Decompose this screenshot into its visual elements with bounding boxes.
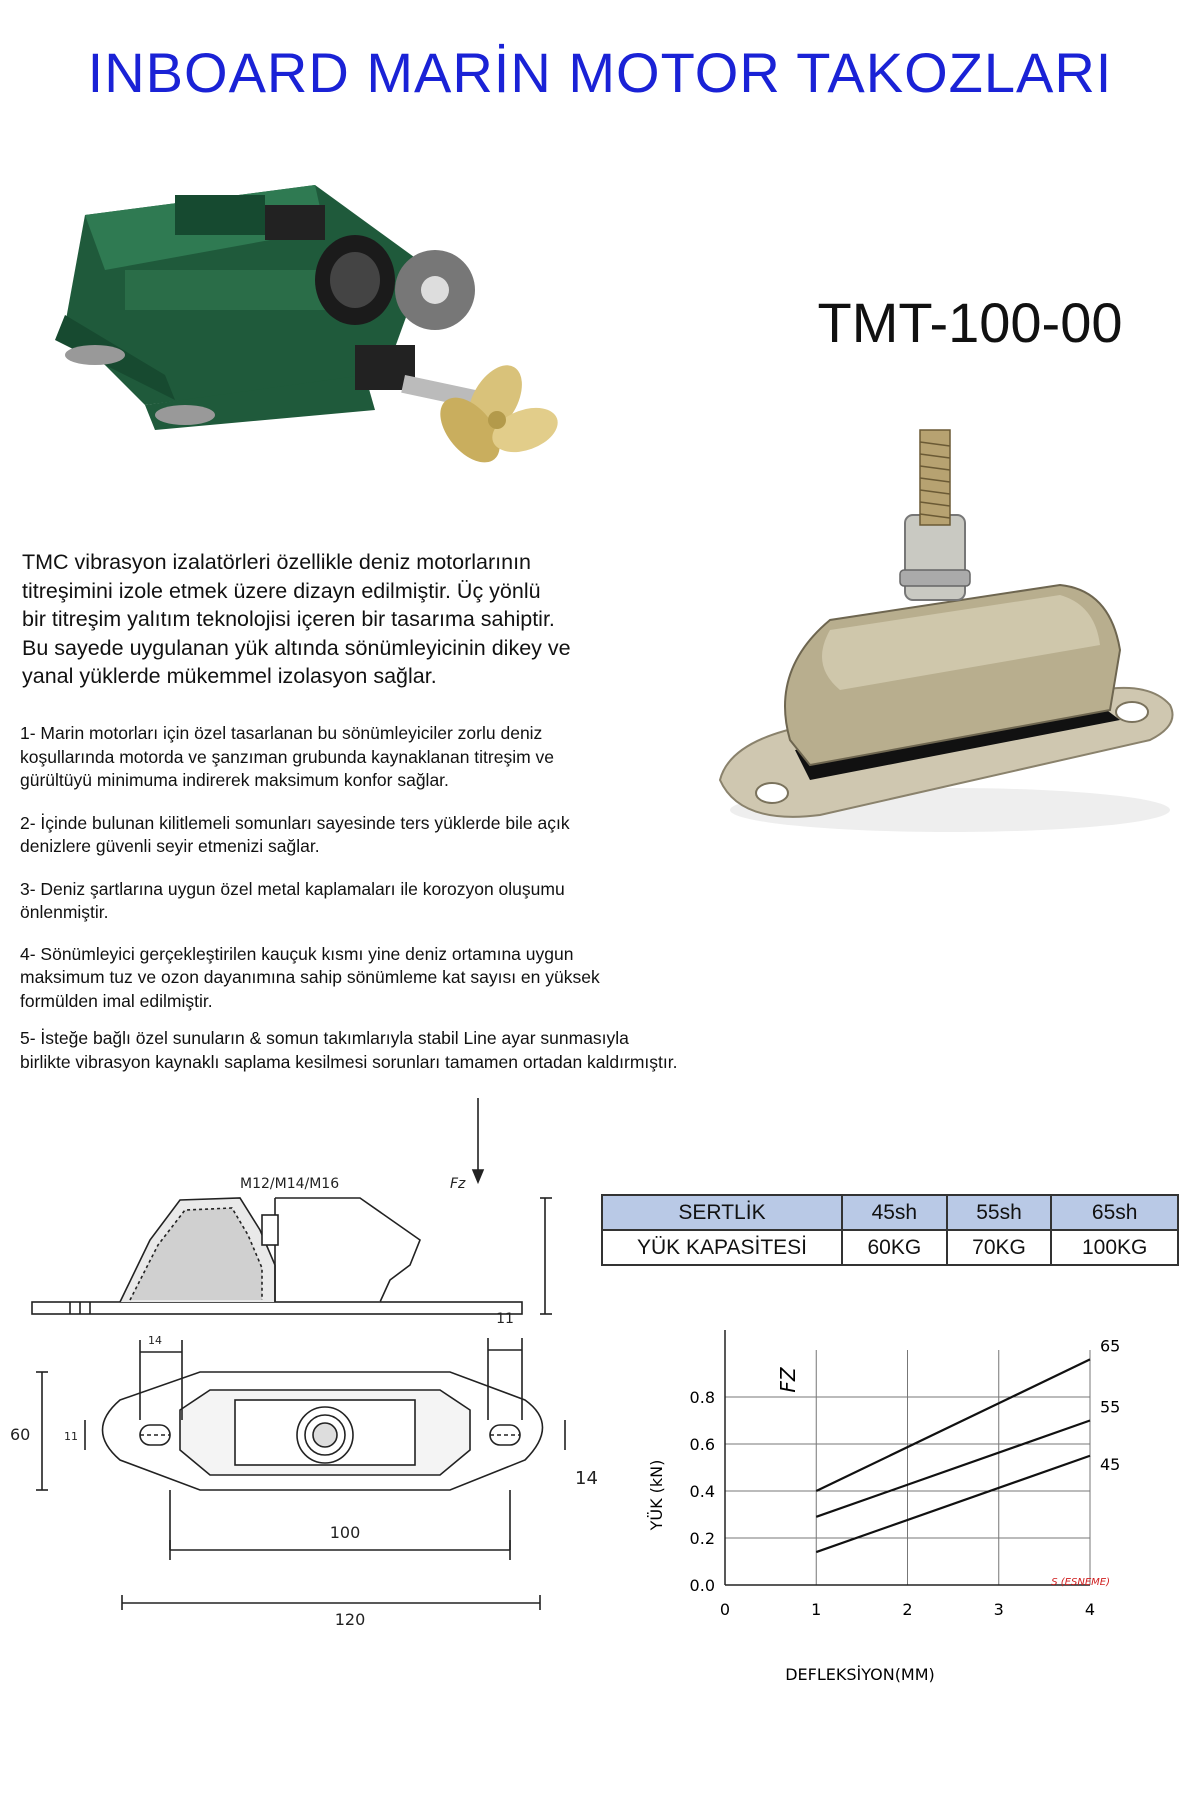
table-row bbox=[602, 1195, 1178, 1230]
series-line-55 bbox=[816, 1421, 1090, 1517]
thread-label: M12/M14/M16 bbox=[240, 1176, 340, 1192]
x-tick-label: 2 bbox=[902, 1600, 913, 1619]
feature-item: 5- İsteğe bağlı özel sunuların & somun takımlarıyla stabil Line ayar sunmasıyla birlikte vibrasyon kaynaklı saplama kesilmesi sorunları tamamen ortadan kaldırmıştır. bbox=[20, 1028, 678, 1072]
chart-xlabel: DEFLEKSİYON(MM) bbox=[785, 1665, 935, 1684]
chart-ylabel: YÜK (kN) bbox=[647, 1459, 666, 1531]
x-tick-label: 4 bbox=[1084, 1600, 1096, 1619]
dim-label: 60 bbox=[10, 1425, 31, 1444]
dim-label: 11 bbox=[496, 1311, 514, 1327]
dim-label: 120 bbox=[334, 1610, 366, 1629]
top-view bbox=[36, 1338, 565, 1610]
y-tick-label: 0.6 bbox=[689, 1435, 715, 1454]
feature-item: 2- İçinde bulunan kilitlemeli somunları sayesinde ters yüklerde bile açık denizlere güvenli seyir etmenizi sağlar. bbox=[20, 812, 570, 856]
table-cell: SERTLİK bbox=[602, 1195, 842, 1230]
y-tick-label: 0.0 bbox=[689, 1576, 715, 1595]
propeller-icon bbox=[429, 356, 564, 473]
feature-list bbox=[20, 722, 800, 1093]
intro-line: TMC vibrasyon izalatörleri özellikle deniz motorlarının bbox=[22, 550, 532, 574]
feature-item: 1- Marin motorları için özel tasarlanan bu sönümleyiciler zorlu deniz koşullarında motorda ve şanzıman grubunda kaynaklanan titreşim ve gürültüyü minimuma indirerek maksimum konfor sağlar. bbox=[20, 723, 555, 790]
technical-drawing bbox=[0, 1090, 620, 1710]
intro-line: yanal yüklerde mükemmel izolasyon sağlar. bbox=[22, 664, 437, 688]
table-cell: 65sh bbox=[1051, 1195, 1178, 1230]
dim-label: 11 bbox=[64, 1430, 78, 1443]
model-number: TMT-100-00 bbox=[817, 291, 1123, 354]
chart-series bbox=[816, 1359, 1090, 1552]
table-cell: 100KG bbox=[1051, 1230, 1178, 1265]
feature-item: 3- Deniz şartlarına uygun özel metal kaplamaları ile korozyon oluşumu önlenmiştir. bbox=[20, 878, 565, 922]
series-label: 45 bbox=[1100, 1454, 1121, 1474]
chart-axis-title: FZ bbox=[776, 1367, 800, 1393]
engine-image bbox=[25, 175, 585, 495]
intro-text bbox=[22, 548, 662, 691]
force-label: Fz bbox=[450, 1176, 466, 1192]
table-cell: 55sh bbox=[947, 1195, 1052, 1230]
mount-hole-right bbox=[1116, 702, 1148, 722]
y-tick-label: 0.4 bbox=[689, 1482, 715, 1501]
series-label: 65 bbox=[1100, 1336, 1121, 1356]
y-tick-label: 0.2 bbox=[689, 1529, 715, 1548]
side-view bbox=[32, 1198, 552, 1314]
engine-body bbox=[55, 185, 493, 430]
series-label: 55 bbox=[1100, 1397, 1121, 1417]
load-chart bbox=[640, 1320, 1180, 1700]
table-cell: 60KG bbox=[842, 1230, 947, 1265]
dim-label: 14 bbox=[575, 1468, 598, 1489]
table-cell: 45sh bbox=[842, 1195, 947, 1230]
spec-table bbox=[601, 1194, 1179, 1266]
x-tick-label: 3 bbox=[993, 1600, 1004, 1619]
hex-nut bbox=[905, 515, 965, 600]
x-tick-label: 1 bbox=[811, 1600, 822, 1619]
dim-label: 100 bbox=[329, 1523, 361, 1542]
table-cell: 70KG bbox=[947, 1230, 1052, 1265]
table-cell: YÜK KAPASİTESİ bbox=[602, 1230, 842, 1265]
chart-annotation: S (ESNEME) bbox=[1051, 1577, 1110, 1588]
y-tick-label: 0.8 bbox=[689, 1388, 715, 1407]
page-title: INBOARD MARİN MOTOR TAKOZLARI bbox=[87, 41, 1113, 104]
feature-item: 4- Sönümleyici gerçekleştirilen kauçuk kısmı yine deniz ortamına uygun maksimum tuz ve ozon dayanımına sahip sönümleme kat sayısı en yüksek formülden imal edilmiştir. bbox=[20, 943, 600, 1011]
intro-line: titreşimini izole etmek üzere dizayn edilmiştir. Üç yönlü bbox=[22, 578, 541, 603]
x-tick-label: 0 bbox=[719, 1600, 731, 1619]
intro-line: bir titreşim yalıtım teknolojisi içeren bir tasarıma sahiptir. bbox=[22, 607, 555, 631]
table-row bbox=[602, 1230, 1178, 1265]
intro-line: Bu sayede uygulanan yük altında sönümleyicinin dikey ve bbox=[22, 635, 571, 660]
dim-label: 14 bbox=[148, 1334, 162, 1347]
